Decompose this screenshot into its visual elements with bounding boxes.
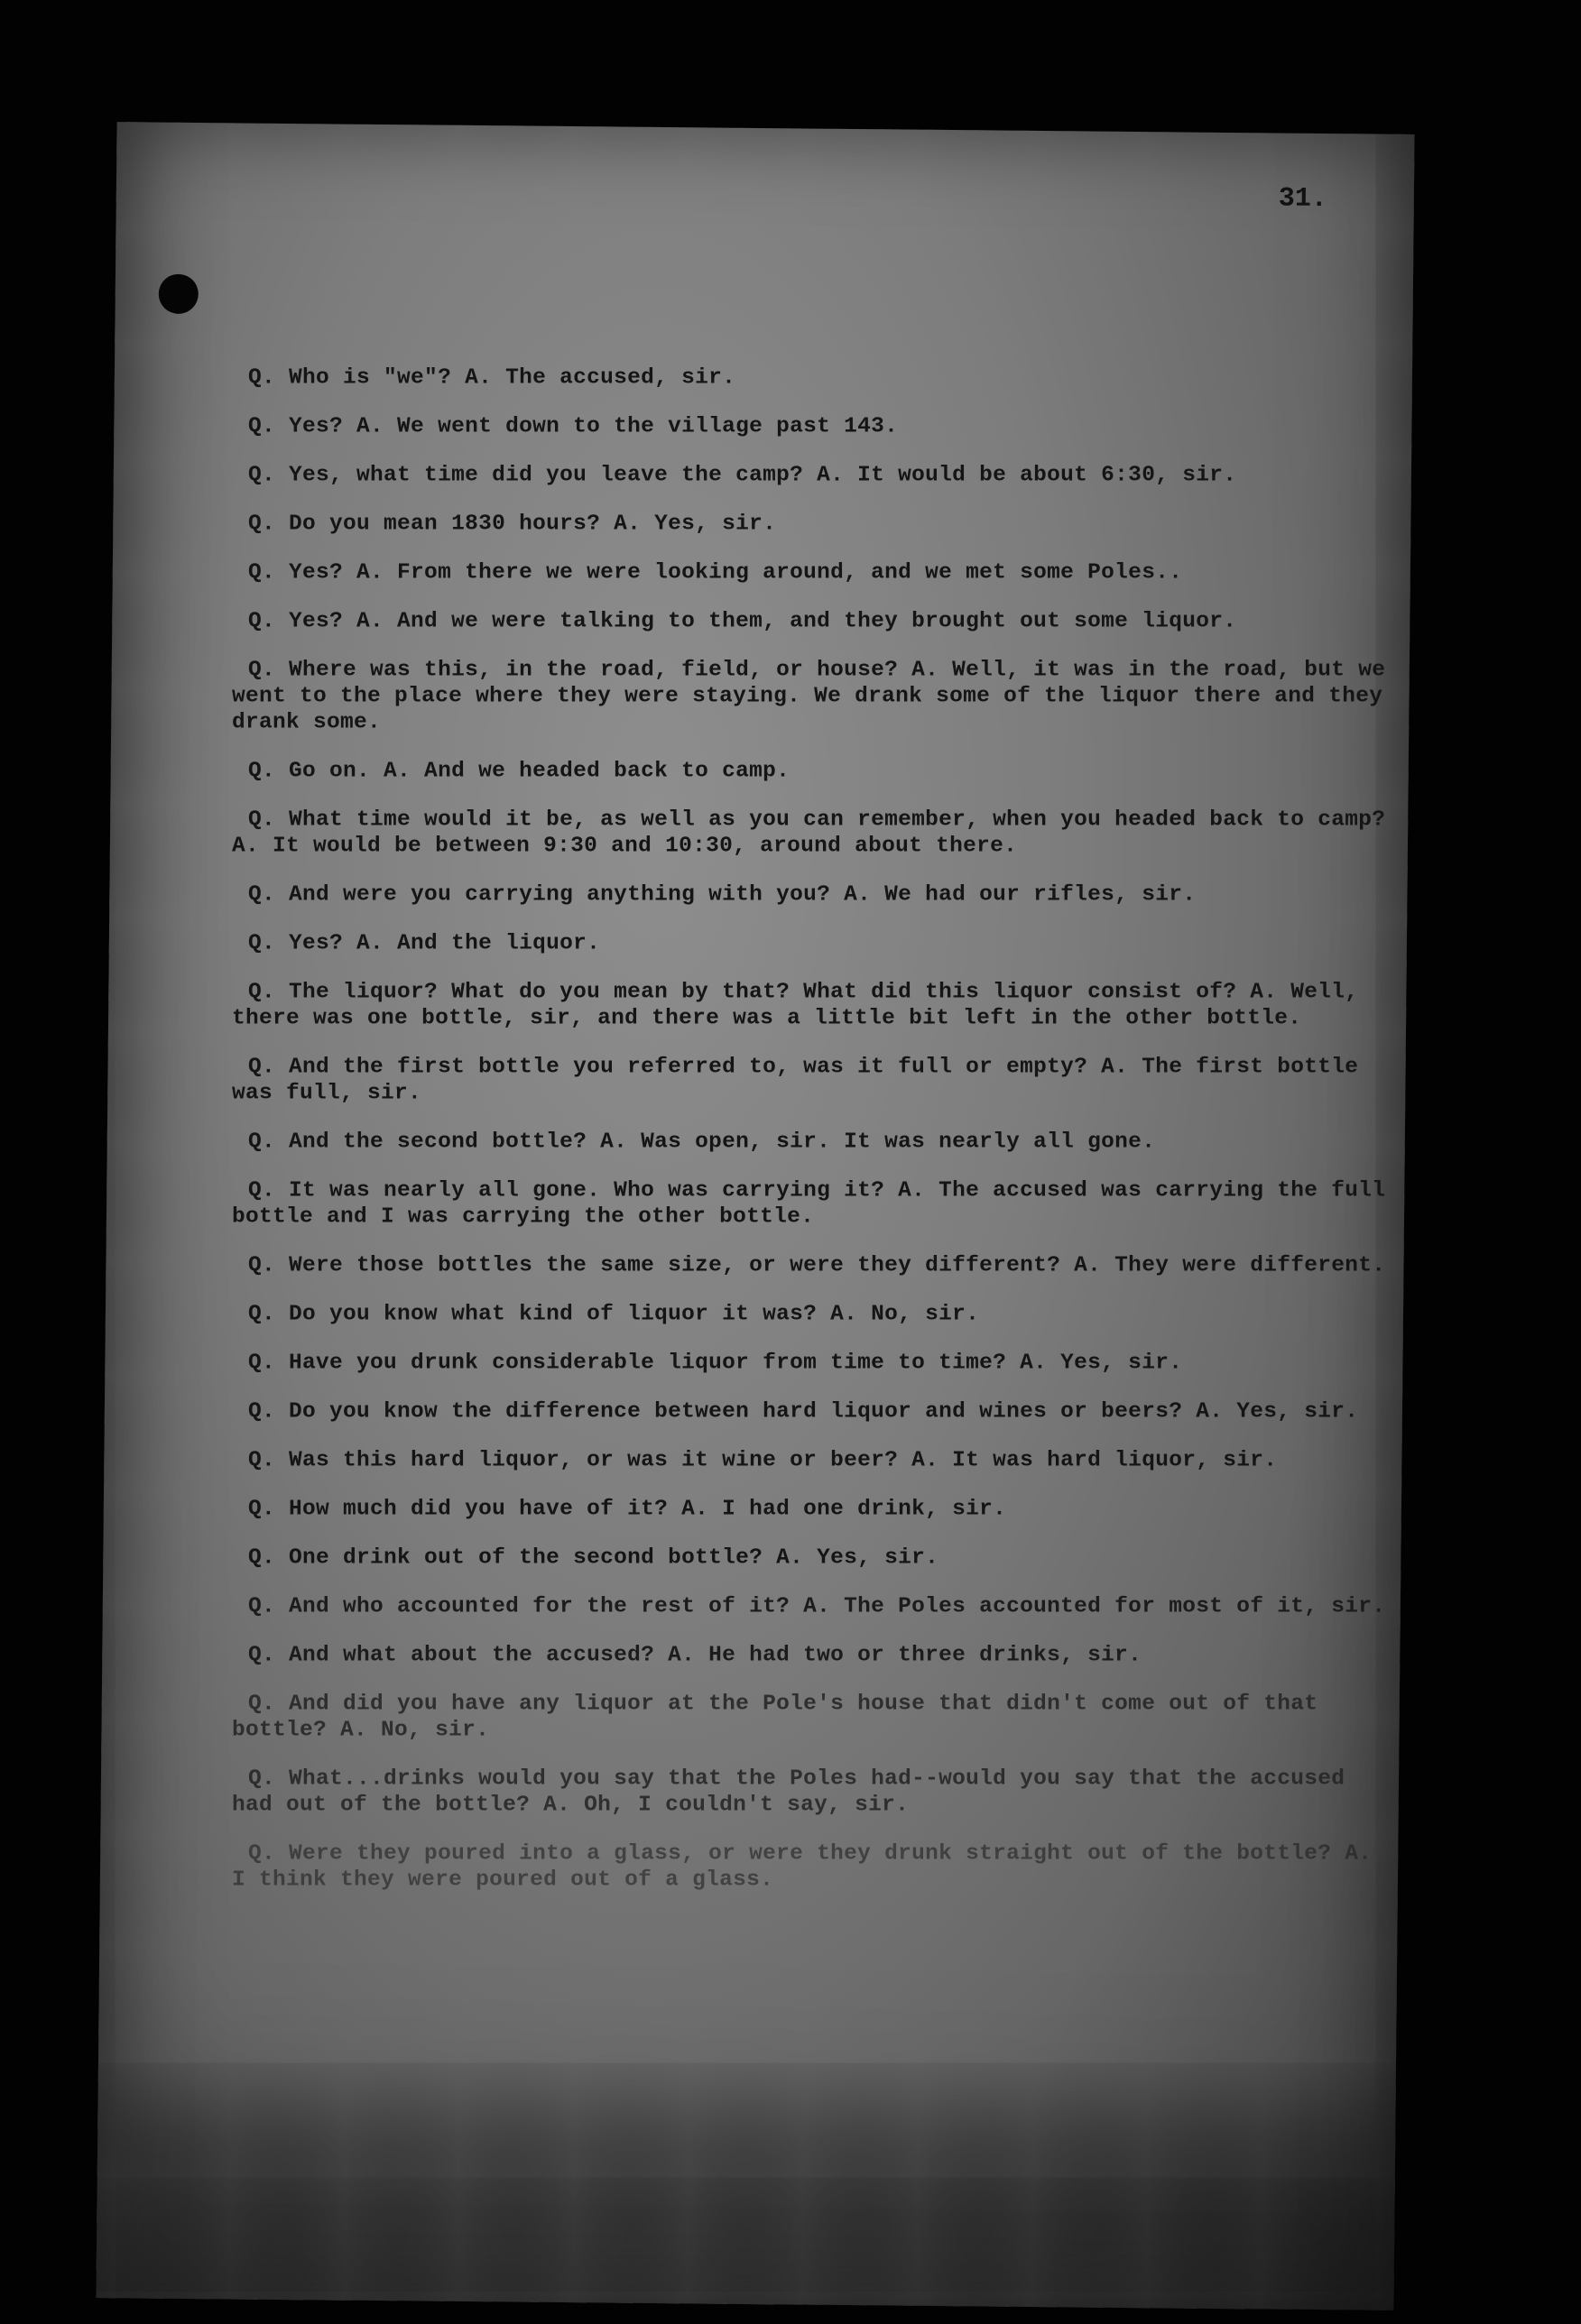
- qa-line: Q. Do you know what kind of liquor it was? A. No, sir.: [248, 1302, 980, 1327]
- qa-line: Q. Go on. A. And we headed back to camp.: [248, 759, 790, 784]
- document-page: [96, 122, 1414, 2310]
- qa-line: Q. Yes? A. We went down to the village past 143.: [248, 414, 899, 439]
- page-number: 31.: [1278, 183, 1328, 216]
- qa-line: Q. The liquor? What do you mean by that? What did this liquor consist of? A. Well, there was one bottle, sir, and there was a little bit left in the other bottle.: [232, 980, 1359, 1031]
- qa-line: Q. And did you have any liquor at the Pole's house that didn't come out of that bottle? A. No, sir.: [232, 1692, 1318, 1743]
- qa-line: Q. And the second bottle? A. Was open, sir. It was nearly all gone.: [248, 1130, 1156, 1155]
- qa-line: Q. What time would it be, as well as you can remember, when you headed back to camp? A. It would be between 9:30 and 10:30, around about there.: [232, 807, 1386, 859]
- punch-hole: [159, 274, 199, 314]
- qa-line: Q. Have you drunk considerable liquor from time to time? A. Yes, sir.: [248, 1351, 1183, 1376]
- qa-line: Q. Do you know the difference between hard liquor and wines or beers? A. Yes, sir.: [248, 1399, 1359, 1425]
- qa-line: Q. Yes? A. From there we were looking around, and we met some Poles..: [248, 560, 1183, 586]
- qa-line: Q. And the first bottle you referred to, was it full or empty? A. The first bottle was full, sir.: [232, 1055, 1359, 1106]
- qa-line: Q. And who accounted for the rest of it? A. The Poles accounted for most of it, sir.: [248, 1594, 1386, 1619]
- qa-line: Q. How much did you have of it? A. I had one drink, sir.: [248, 1497, 1007, 1522]
- testimony-transcript: [232, 364, 1396, 1915]
- qa-line: Q. Do you mean 1830 hours? A. Yes, sir.: [248, 512, 777, 537]
- qa-line: Q. Were they poured into a glass, or were they drunk straight out of the bottle? A. I think they were poured out of a glass.: [232, 1841, 1373, 1893]
- qa-line: Q. And what about the accused? A. He had two or three drinks, sir.: [248, 1643, 1142, 1668]
- qa-line: Q. Yes, what time did you leave the camp? A. It would be about 6:30, sir.: [248, 463, 1237, 488]
- qa-line: Q. What...drinks would you say that the Poles had--would you say that the accused had out of the bottle? A. Oh, I couldn't say, sir.: [232, 1766, 1345, 1818]
- qa-line: Q. Were those bottles the same size, or were they different? A. They were different.: [248, 1253, 1386, 1278]
- qa-line: Q. It was nearly all gone. Who was carrying it? A. The accused was carrying the full bottle and I was carrying the other bottle.: [232, 1178, 1386, 1230]
- qa-line: Q. Who is "we"? A. The accused, sir.: [248, 365, 736, 391]
- qa-line: Q. And were you carrying anything with you? A. We had our rifles, sir.: [248, 882, 1197, 908]
- qa-line: Q. Was this hard liquor, or was it wine or beer? A. It was hard liquor, sir.: [248, 1448, 1278, 1473]
- qa-line: Q. One drink out of the second bottle? A. Yes, sir.: [248, 1545, 939, 1571]
- qa-line: Q. Where was this, in the road, field, or house? A. Well, it was in the road, but we went to the place where they were staying. We drank some of the liquor there and they drank some.: [232, 658, 1386, 735]
- qa-line: Q. Yes? A. And we were talking to them, and they brought out some liquor.: [248, 609, 1237, 634]
- qa-line: Q. Yes? A. And the liquor.: [248, 931, 601, 956]
